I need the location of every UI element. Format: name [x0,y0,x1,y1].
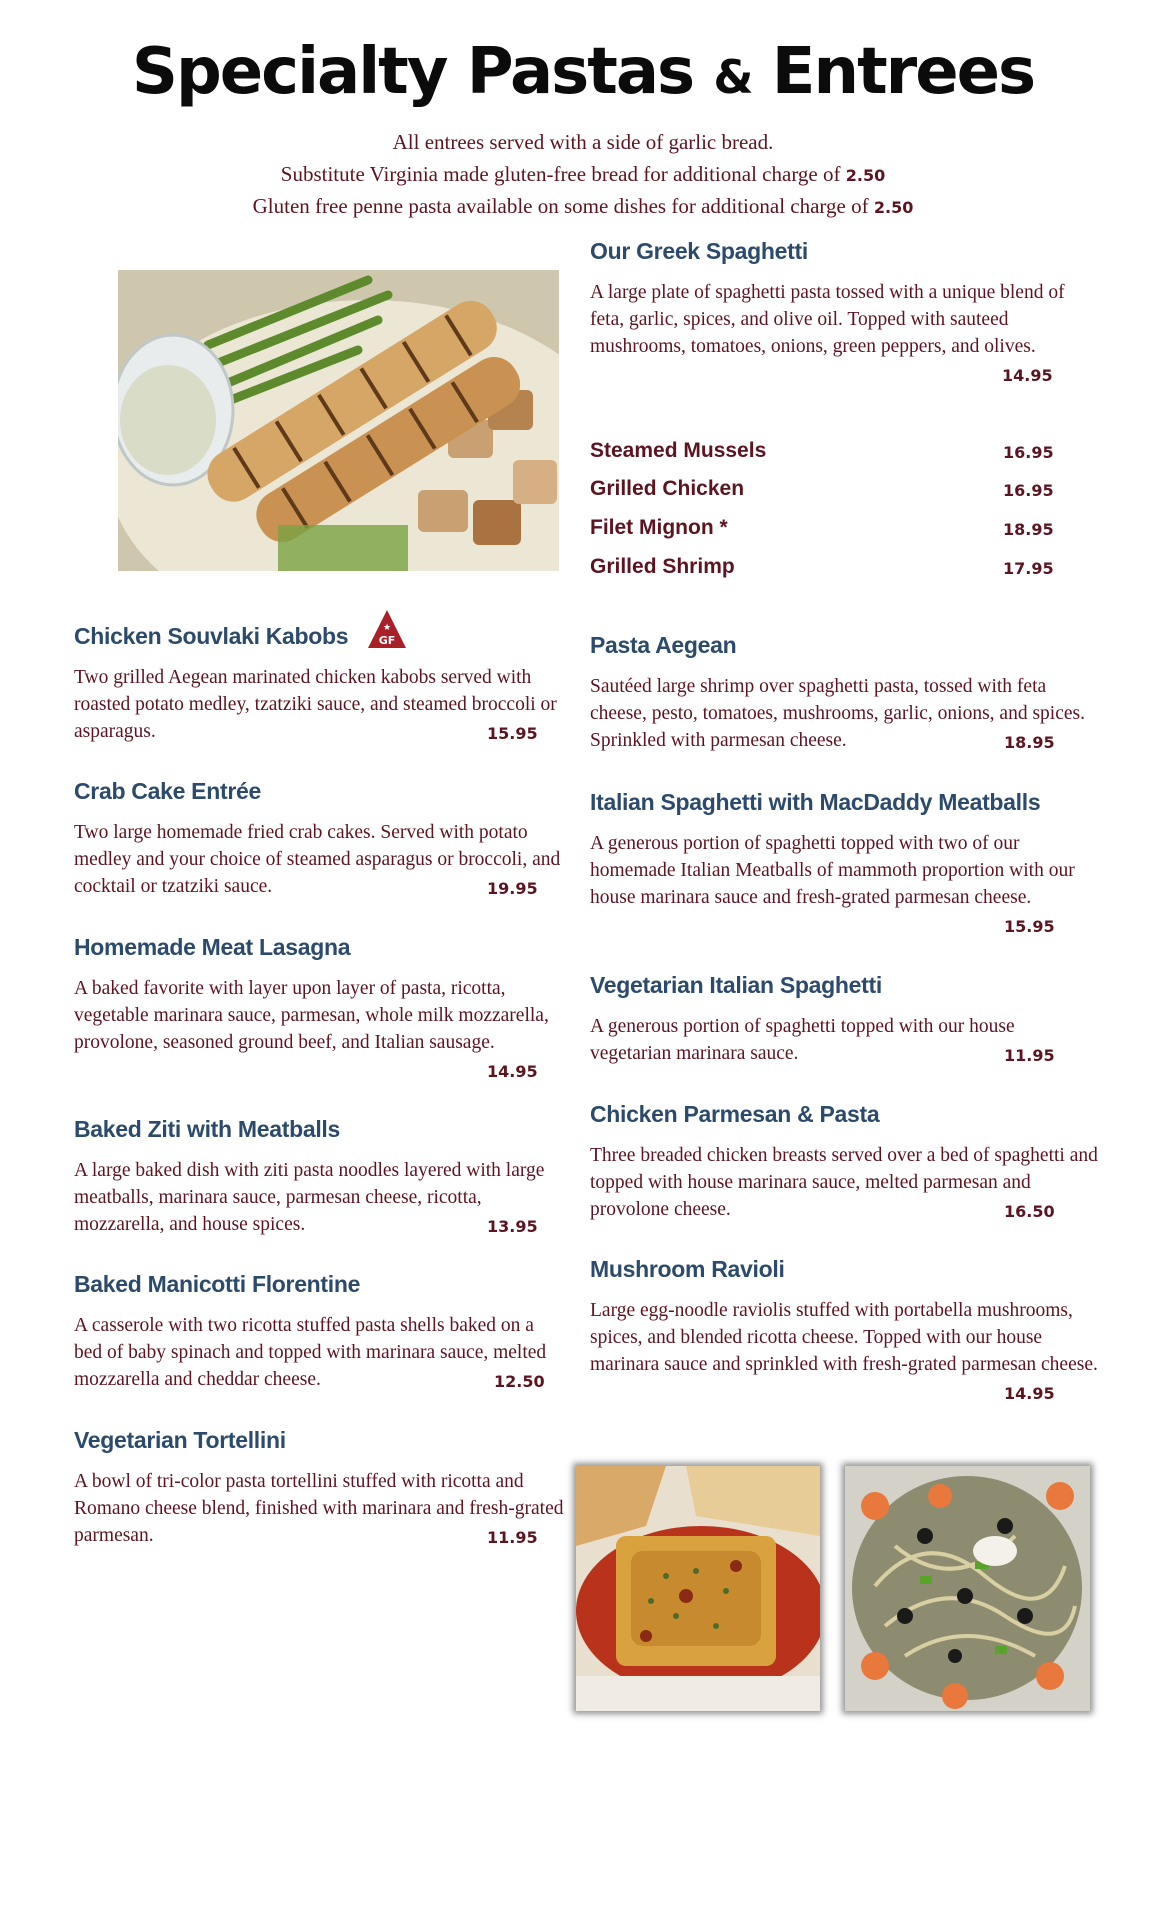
item-name-baked-ziti: Baked Ziti with Meatballs [74,1116,340,1142]
item-price-greek-spaghetti: 14.95 [1002,366,1053,385]
gluten-free-badge [366,608,408,650]
item-name-greek-spaghetti: Our Greek Spaghetti [590,238,808,264]
item-name-chicken-souvlaki: Chicken Souvlaki Kabobs [74,623,349,649]
header-note-gluten-free-pasta: Gluten free penne pasta available on some dishes for additional charge of 2.50 [252,194,914,218]
item-desc-crab-cake: Two large homemade fried crab cakes. Served with potato medley and your choice of steamed asparagus or broccoli, and cocktail or tzatziki sauce. [74,822,561,897]
item-name-mushroom-ravioli: Mushroom Ravioli [590,1256,785,1282]
item-name-chicken-parmesan: Chicken Parmesan & Pasta [590,1101,880,1127]
item-desc-meat-lasagna: A baked favorite with layer upon layer of pasta, ricotta, vegetable marinara sauce, parmesan, whole milk mozzarella, provolone, seasoned ground beef, and Italian sausage. [74,978,549,1053]
svg-text:★: ★ [382,623,392,633]
item-name-vegetarian-spaghetti: Vegetarian Italian Spaghetti [590,972,882,998]
item-name-meat-lasagna: Homemade Meat Lasagna [74,934,351,960]
item-name-macdaddy-meatballs: Italian Spaghetti with MacDaddy Meatballs [590,789,1041,815]
lasagna-photo [576,1466,820,1711]
item-desc-macdaddy-meatballs: A generous portion of spaghetti topped with two of our homemade Italian Meatballs of mammoth proportion with our house marinara sauce and fresh-grated parmesan cheese. [590,833,1075,908]
item-desc-baked-ziti: A large baked dish with ziti pasta noodles layered with large meatballs, marinara sauce, parmesan cheese, ricotta, mozzarella, and house spices. [74,1160,545,1235]
item-price-mushroom-ravioli: 14.95 [1004,1384,1055,1403]
item-name-baked-manicotti: Baked Manicotti Florentine [74,1271,361,1297]
header-note-garlic-bread: All entrees served with a side of garlic bread. [392,130,774,154]
simple-item-name: Filet Mignon * [590,516,728,539]
item-price-baked-manicotti: 12.50 [494,1372,545,1391]
item-price-vegetarian-spaghetti: 11.95 [1004,1046,1055,1065]
item-name-vegetarian-tortellini: Vegetarian Tortellini [74,1427,286,1453]
item-price-macdaddy-meatballs: 15.95 [1004,917,1055,936]
item-price-chicken-parmesan: 16.50 [1004,1202,1055,1221]
simple-item-price: 17.95 [1003,559,1054,578]
item-desc-mushroom-ravioli: Large egg-noodle raviolis stuffed with portabella mushrooms, spices, and blended ricotta cheese. Topped with our house marinara sauce and sprinkled with fresh-grated parmesan cheese. [590,1300,1098,1375]
item-price-meat-lasagna: 14.95 [487,1062,538,1081]
item-desc-baked-manicotti: A casserole with two ricotta stuffed pasta shells baked on a bed of baby spinach and topped with marinara sauce, melted mozzarella and cheddar cheese. [74,1315,547,1390]
simple-item-name: Steamed Mussels [590,439,767,462]
item-price-pasta-aegean: 18.95 [1004,733,1055,752]
simple-item-price: 16.95 [1003,481,1054,500]
header-note-gluten-free-bread: Substitute Virginia made gluten-free bread for additional charge of 2.50 [280,162,886,186]
simple-item-name: Grilled Shrimp [590,555,735,578]
item-desc-greek-spaghetti: A large plate of spaghetti pasta tossed with a unique blend of feta, garlic, spices, and olive oil. Topped with sauteed mushrooms, tomatoes, onions, green peppers, and olives. [590,282,1065,357]
item-price-crab-cake: 19.95 [487,879,538,898]
item-name-pasta-aegean: Pasta Aegean [590,632,737,658]
kabob-photo [118,270,559,571]
item-price-baked-ziti: 13.95 [487,1217,538,1236]
item-name-crab-cake: Crab Cake Entrée [74,778,261,804]
item-price-chicken-souvlaki: 15.95 [487,724,538,743]
item-desc-vegetarian-tortellini: A bowl of tri-color pasta tortellini stuffed with ricotta and Romano cheese blend, finished with marinara and fresh-grated parmesan. [74,1471,564,1546]
item-desc-chicken-souvlaki: Two grilled Aegean marinated chicken kabobs served with roasted potato medley, tzatziki sauce, and steamed broccoli or asparagus. [74,667,557,742]
pasta-aegean-photo [845,1466,1090,1711]
item-desc-pasta-aegean: Sautéed large shrimp over spaghetti pasta, tossed with feta cheese, pesto, tomatoes, mushrooms, garlic, onions, and spices. Sprinkled with parmesan cheese. [590,676,1085,751]
page-title: Specialty Pastas & Entrees [131,35,1035,109]
item-desc-chicken-parmesan: Three breaded chicken breasts served over a bed of spaghetti and topped with house marinara sauce, melted parmesan and provolone cheese. [590,1145,1098,1220]
item-price-vegetarian-tortellini: 11.95 [487,1528,538,1547]
simple-item-price: 16.95 [1003,443,1054,462]
simple-item-name: Grilled Chicken [590,477,745,500]
simple-item-price: 18.95 [1003,520,1054,539]
gluten-free-badge-text: GF [378,634,396,647]
item-desc-vegetarian-spaghetti: A generous portion of spaghetti topped with our house vegetarian marinara sauce. [590,1016,1015,1064]
